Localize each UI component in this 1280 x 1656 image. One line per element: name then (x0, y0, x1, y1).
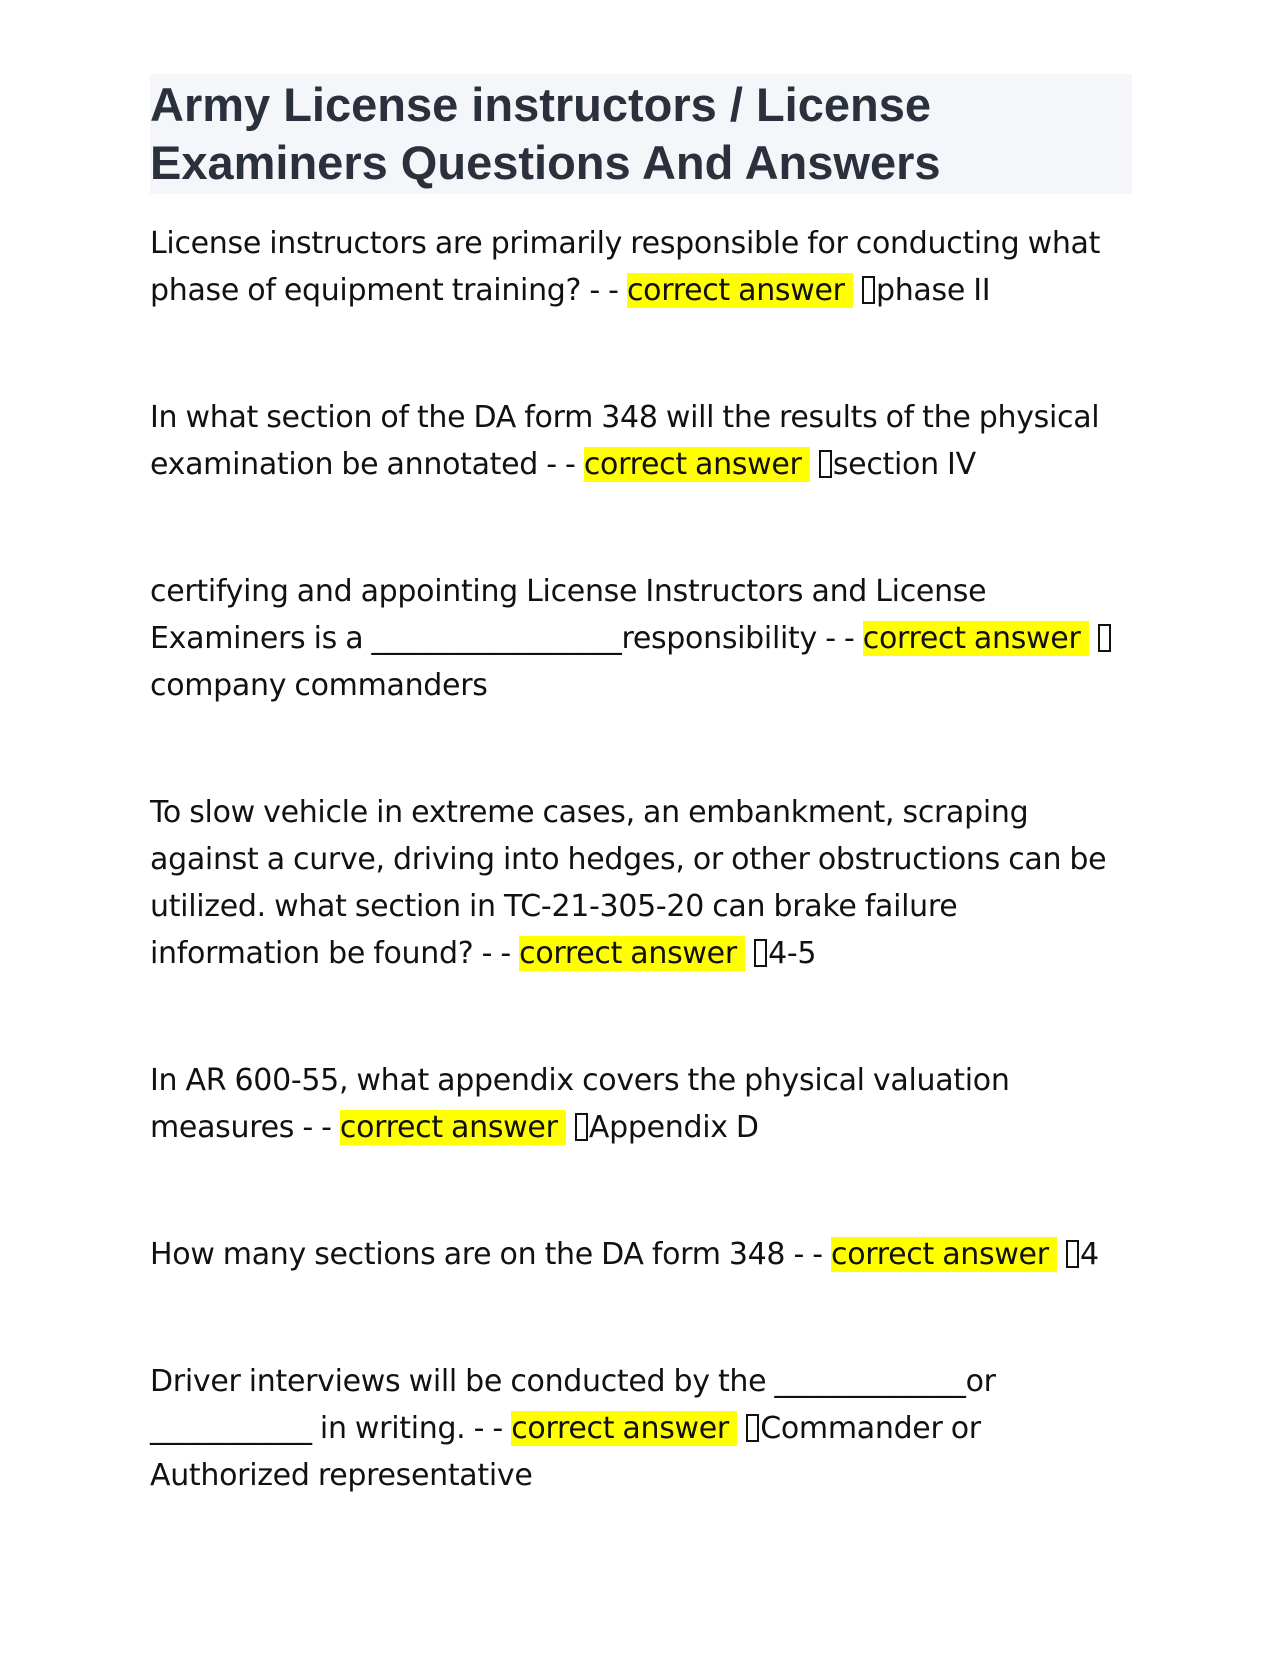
qa-item (150, 1057, 1132, 1151)
answer-text: phase II (875, 273, 991, 308)
question-text: In what section of the DA form 348 will the results of the physical examination be annotated (150, 400, 1100, 482)
answer-label-highlight: correct answer (863, 621, 1089, 656)
answer-label-highlight: correct answer (831, 1237, 1057, 1272)
answer-label-highlight: correct answer (584, 447, 810, 482)
document-title: Army License instructors / License Examiners Questions And Answers (150, 78, 941, 189)
separator: - - (793, 1237, 823, 1272)
answer-label-highlight: correct answer (511, 1411, 737, 1446)
answer-label-highlight: correct answer (340, 1110, 566, 1145)
qa-item (150, 1231, 1132, 1278)
missing-glyph-icon (819, 450, 832, 478)
missing-glyph-icon (746, 1414, 759, 1442)
answer-text: 4-5 (768, 936, 817, 971)
separator: - - (825, 621, 855, 656)
missing-glyph-icon (862, 276, 875, 304)
document-page (150, 74, 1132, 1499)
missing-glyph-icon (575, 1113, 588, 1141)
qa-item (150, 394, 1132, 488)
question-text: To slow vehicle in extreme cases, an embankment, scraping against a curve, driving into hedges, or other obstructions can be utilized. what section in TC-21-305-20 can brake failure information be found? (150, 795, 1107, 971)
separator: - - (481, 936, 511, 971)
answer-text: Commander or Authorized representative (150, 1411, 981, 1493)
missing-glyph-icon (1098, 624, 1111, 652)
qa-item (150, 789, 1132, 977)
answer-text: 4 (1080, 1237, 1099, 1272)
question-text: How many sections are on the DA form 348 (150, 1237, 786, 1272)
qa-item (150, 1358, 1132, 1499)
answer-text: Appendix D (588, 1110, 759, 1145)
question-text: Driver interviews will be conducted by the _____________or ___________ in writing. (150, 1364, 996, 1446)
title-block (150, 74, 1132, 194)
question-text: License instructors are primarily responsible for conducting what phase of equipment training? (150, 226, 1101, 308)
question-text: In AR 600-55, what appendix covers the physical valuation measures (150, 1063, 1010, 1145)
answer-label-highlight: correct answer (627, 273, 853, 308)
answer-text: company commanders (150, 668, 488, 703)
qa-item (150, 220, 1132, 314)
qa-item (150, 568, 1132, 709)
separator: - - (302, 1110, 332, 1145)
answer-text: section IV (832, 447, 976, 482)
missing-glyph-icon (754, 939, 767, 967)
separator: - - (473, 1411, 503, 1446)
separator: - - (546, 447, 576, 482)
answer-label-highlight: correct answer (519, 936, 745, 971)
question-text: certifying and appointing License Instructors and License Examiners is a _________________responsibility (150, 574, 987, 656)
separator: - - (589, 273, 619, 308)
qa-list (150, 220, 1132, 1499)
missing-glyph-icon (1066, 1240, 1079, 1268)
